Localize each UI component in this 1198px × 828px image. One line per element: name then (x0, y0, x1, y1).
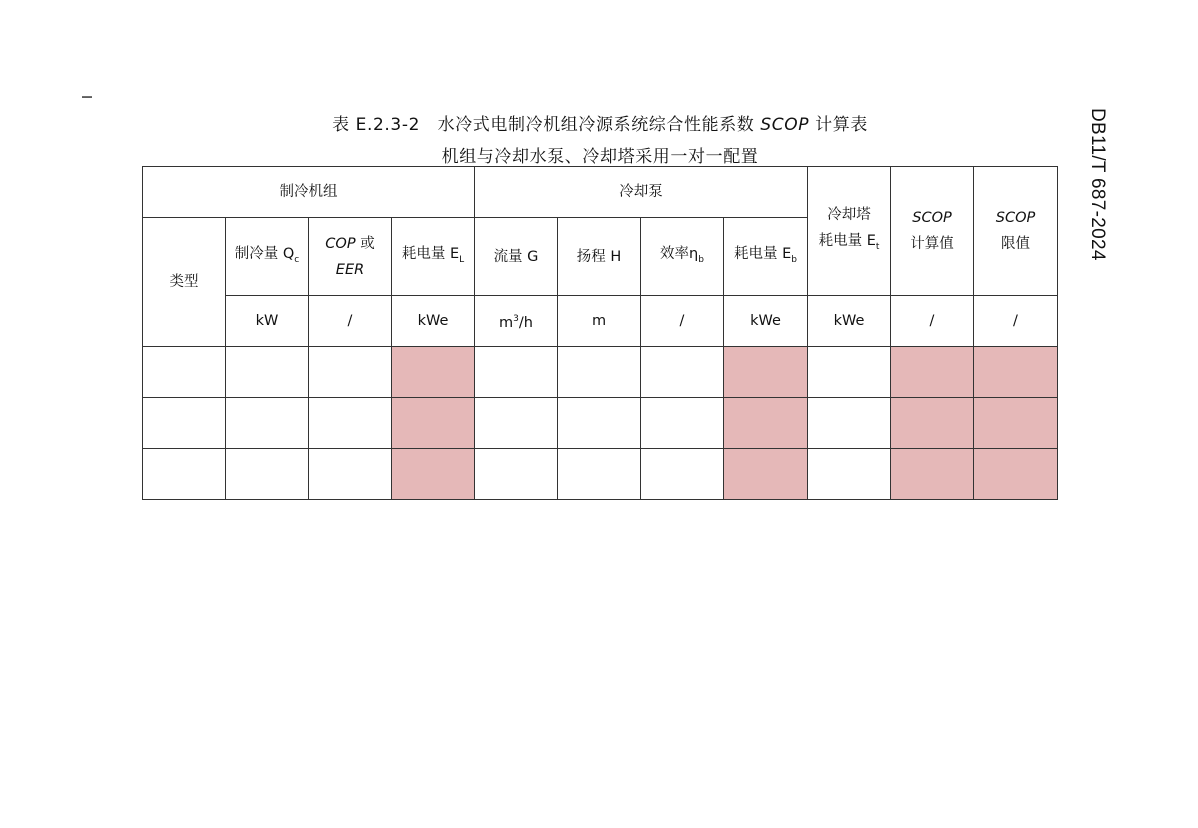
cell-cop[interactable] (309, 398, 392, 449)
header-cooling-tower (808, 167, 891, 296)
header-row-units (143, 296, 1058, 347)
document-id: DB11/T 687-2024 (1087, 108, 1108, 261)
cell-cooling-capacity[interactable] (226, 398, 309, 449)
header-efficiency: 效率$\eta_b$ (641, 218, 724, 296)
header-cooling-tower-line2: 耗电量 $E_t$ (818, 233, 880, 252)
table-title-suffix: 计算表 (809, 115, 868, 135)
cell-cop[interactable] (309, 449, 392, 500)
header-cop-eer (309, 218, 392, 296)
cell-type[interactable] (143, 347, 226, 398)
table-title-prefix: 表 E.2.3-2 水冷式电制冷机组冷源系统综合性能系数 (332, 115, 761, 135)
cell-flow[interactable] (475, 347, 558, 398)
cell-scop-calc-shaded[interactable] (891, 347, 974, 398)
unit-pump-power: kWe (724, 296, 808, 347)
cell-scop-limit-shaded[interactable] (974, 449, 1058, 500)
cell-efficiency[interactable] (641, 347, 724, 398)
cell-type[interactable] (143, 449, 226, 500)
unit-cooling-capacity: kW (226, 296, 309, 347)
cell-flow[interactable] (475, 449, 558, 500)
unit-tower-power: kWe (808, 296, 891, 347)
group-chiller: 制冷机组 (143, 167, 475, 218)
cell-cooling-capacity[interactable] (226, 347, 309, 398)
table-title-scop: SCOP (760, 115, 810, 135)
header-type: 类型 (143, 218, 226, 347)
cell-scop-calc-shaded[interactable] (891, 398, 974, 449)
cell-chiller-power-shaded[interactable] (392, 347, 475, 398)
cell-cooling-capacity[interactable] (226, 449, 309, 500)
cell-scop-limit-shaded[interactable] (974, 347, 1058, 398)
header-cop-line2: EER (335, 261, 365, 278)
table-row (143, 398, 1058, 449)
cell-efficiency[interactable] (641, 449, 724, 500)
unit-cop: / (309, 296, 392, 347)
table-title (142, 110, 1058, 135)
cell-tower-power[interactable] (808, 449, 891, 500)
table-row (143, 347, 1058, 398)
cell-head[interactable] (558, 347, 641, 398)
unit-chiller-power: kWe (392, 296, 475, 347)
cell-pump-power-shaded[interactable] (724, 449, 808, 500)
header-scop-calc-line2: 计算值 (910, 236, 954, 252)
header-row-groups (143, 167, 1058, 218)
cell-type[interactable] (143, 398, 226, 449)
scop-calculation-table (142, 166, 1058, 500)
cell-head[interactable] (558, 449, 641, 500)
header-head: 扬程 H (558, 218, 641, 296)
unit-flow: $m^3/h$ (475, 296, 558, 347)
group-cooling-pump: 冷却泵 (475, 167, 808, 218)
cell-chiller-power-shaded[interactable] (392, 398, 475, 449)
cell-tower-power[interactable] (808, 398, 891, 449)
cell-head[interactable] (558, 398, 641, 449)
header-scop-limit (974, 167, 1058, 296)
cell-efficiency[interactable] (641, 398, 724, 449)
header-cop-line1: COP 或 (325, 235, 375, 252)
header-flow: 流量 G (475, 218, 558, 296)
table-subtitle: 机组与冷却水泵、冷却塔采用一对一配置 (441, 147, 759, 167)
cell-scop-calc-shaded[interactable] (891, 449, 974, 500)
page-number: I (78, 95, 93, 99)
header-scop-limit-line1: SCOP (995, 210, 1036, 226)
header-pump-power: 耗电量 $E_b$ (724, 218, 808, 296)
unit-head: m (558, 296, 641, 347)
header-scop-calc (891, 167, 974, 296)
cell-pump-power-shaded[interactable] (724, 347, 808, 398)
header-cooling-capacity: 制冷量 $Q_c$ (226, 218, 309, 296)
unit-scop-limit: / (974, 296, 1058, 347)
cell-pump-power-shaded[interactable] (724, 398, 808, 449)
unit-scop-calc: / (891, 296, 974, 347)
cell-flow[interactable] (475, 398, 558, 449)
cell-tower-power[interactable] (808, 347, 891, 398)
header-cooling-tower-line1: 冷却塔 (827, 207, 871, 224)
unit-efficiency: / (641, 296, 724, 347)
cell-scop-limit-shaded[interactable] (974, 398, 1058, 449)
table-row (143, 449, 1058, 500)
header-chiller-power: 耗电量 $E_L$ (392, 218, 475, 296)
header-scop-calc-line1: SCOP (912, 210, 952, 226)
cell-cop[interactable] (309, 347, 392, 398)
cell-chiller-power-shaded[interactable] (392, 449, 475, 500)
header-scop-limit-line2: 限值 (1001, 236, 1030, 252)
